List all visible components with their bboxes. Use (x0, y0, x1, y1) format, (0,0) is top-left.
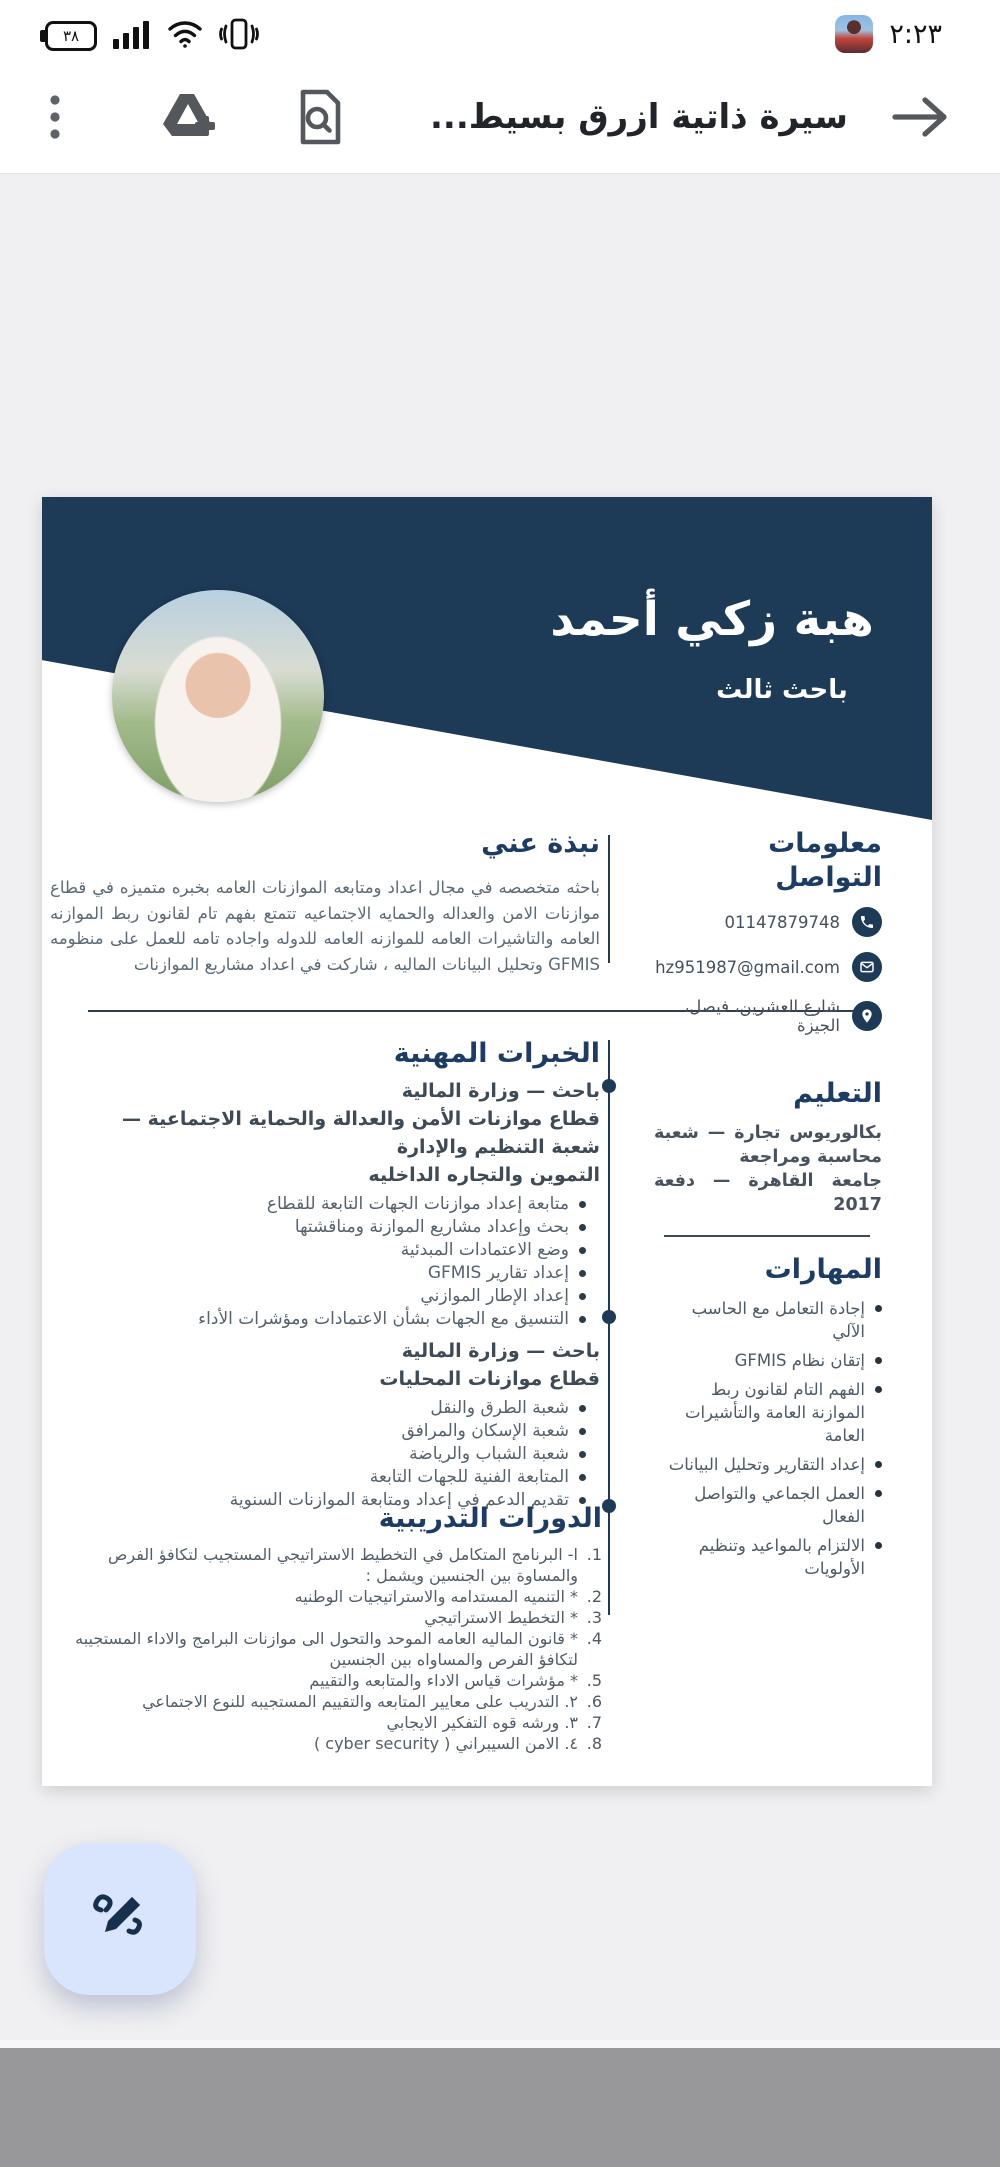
job-line: شعبة التنظيم والإدارة (396, 1136, 600, 1158)
bullet-item: إعداد تقارير GFMIS (50, 1262, 600, 1285)
education-divider (664, 1235, 870, 1237)
bullet-item: متابعة إعداد موازنات الجهات التابعة للقطاع (50, 1193, 600, 1216)
status-icons-cluster (40, 18, 259, 54)
bullet-dot (579, 1316, 586, 1323)
location-icon (852, 1001, 882, 1031)
battery-level: ٣٨ (45, 21, 97, 51)
job-line: باحث — وزارة المالية (401, 1340, 600, 1362)
bullet-item: شعبة الشباب والرياضة (50, 1443, 600, 1466)
course-item: 3. * التخطيط الاستراتيجي (424, 1608, 602, 1627)
profile-photo (112, 590, 324, 802)
bullet-item: التنسيق مع الجهات بشأن الاعتمادات ومؤشرات الأداء (50, 1308, 600, 1331)
email-icon (852, 952, 882, 982)
bullet-dot (875, 1357, 882, 1364)
experience-entry (50, 1077, 600, 1189)
timeline-line (608, 1040, 610, 1615)
overflow-menu-button[interactable] (40, 94, 70, 140)
bullet-item: شعبة الطرق والنقل (50, 1397, 600, 1420)
annotate-fab[interactable] (44, 1843, 196, 1995)
bullet-item: المتابعة الفنية للجهات التابعة (50, 1466, 600, 1489)
find-in-document-button[interactable] (286, 89, 350, 145)
side-column (654, 827, 882, 1580)
signature-pen-icon (83, 1880, 157, 1958)
contact-list (654, 907, 882, 1035)
skill-item: إتقان نظام GFMIS (654, 1349, 882, 1372)
bullet-dot (579, 1224, 586, 1231)
job-line: قطاع موازنات الأمن والعدالة والحماية الاجتماعية — (121, 1108, 600, 1130)
bullet-item: تقديم الدعم في إعداد ومتابعة الموازنات السنوية (50, 1489, 600, 1512)
skill-item: إجادة التعامل مع الحاسب الآلي (654, 1297, 882, 1343)
bullet-dot (579, 1451, 586, 1458)
course-item: 7. ٣. ورشه قوه التفكير الايجابي (386, 1713, 602, 1732)
contact-heading: معلومات التواصل (768, 828, 882, 893)
skill-item: الالتزام بالمواعيد وتنظيم الأولويات (654, 1534, 882, 1580)
courses-list (50, 1544, 602, 1754)
bullet-dot (875, 1305, 882, 1312)
back-arrow-button[interactable] (884, 93, 956, 141)
clock: ٢:٢٣ (889, 18, 942, 50)
experience-section (50, 1037, 600, 1512)
bullet-dot (875, 1490, 882, 1497)
education-section (654, 1077, 882, 1217)
course-item: 1. ا- البرنامج المتكامل في التخطيط الاستراتيجي المستجيب لتكافؤ الفرص والمساوة بين الجنسين ويشمل : (108, 1545, 602, 1585)
contact-address-row (654, 997, 882, 1035)
education-university: جامعة القاهرة — دفعة 2017 (654, 1171, 882, 1215)
job-line: التموين والتجاره الداخليه (368, 1164, 600, 1186)
education-degree: بكالوريوس تجارة — شعبة محاسبة ومراجعة (654, 1123, 882, 1167)
course-item: 2. * التنميه المستدامه والاستراتيجيات الوطنيه (294, 1587, 602, 1606)
skill-item: الفهم التام لقانون ربط الموازنة العامة والتأشيرات العامة (654, 1378, 882, 1447)
system-nav-bar (0, 2048, 1000, 2167)
about-section (50, 827, 600, 977)
vibrate-icon (219, 18, 259, 54)
signal-icon (113, 19, 151, 53)
bullet-dot (579, 1201, 586, 1208)
bullet-dot (579, 1405, 586, 1412)
bullet-dot (875, 1542, 882, 1549)
bullet-item: بحث وإعداد مشاريع الموازنة ومناقشتها (50, 1216, 600, 1239)
phone-icon (852, 907, 882, 937)
add-to-drive-button[interactable] (152, 90, 224, 144)
about-heading: نبذة عني (481, 828, 600, 859)
bullet-dot (579, 1474, 586, 1481)
contact-phone-row (654, 907, 882, 937)
about-text: باحثه متخصصه في مجال اعداد ومتابعه الموازنات العامه بخبره متميزه في قطاع موازنات الامن والعداله والحمايه الاجتماعيه تتمتع بفهم تام لقانون ربط الموازنه العامه والتاشيرات العامه للموازنه العامه للدوله واجاده تامه للعمل على منظومه GFMIS وتحليل البيانات الماليه ، شاركت في اعداد مشاريع الموازنات (50, 878, 600, 974)
column-divider (608, 835, 610, 963)
document-title: سيرة ذاتية ازرق بسيط... (429, 96, 848, 137)
bullet-item: وضع الاعتمادات المبدئية (50, 1239, 600, 1262)
job-line: قطاع موازنات المحليات (379, 1368, 600, 1390)
bullet-dot (579, 1247, 586, 1254)
experience-entry (50, 1337, 600, 1393)
courses-section (50, 1502, 602, 1754)
skills-section (654, 1253, 882, 1580)
bullet-dot (579, 1428, 586, 1435)
timeline-dot (602, 1310, 616, 1324)
timeline-dot (602, 1079, 616, 1093)
bullet-dot (875, 1461, 882, 1468)
address: شارع العشرين، فيصل، الجيزة (683, 997, 840, 1035)
app-toolbar (0, 60, 1000, 174)
course-item: 6. ٢. التدريب على معايير المتابعه والتقييم المستجيبه للنوع الاجتماعي (142, 1692, 602, 1711)
courses-heading: الدورات التدريبية (378, 1503, 602, 1534)
education-heading: التعليم (793, 1078, 882, 1109)
course-item: 8. ٤. الامن السيبراني ( cyber security ) (313, 1734, 602, 1753)
status-right-cluster (835, 14, 942, 54)
pdf-page[interactable] (42, 497, 932, 1786)
phone-number: 01147879748 (724, 912, 840, 932)
skills-list (654, 1297, 882, 1580)
course-item: 4. * قانون الماليه العامه الموحد والتحول الى موازنات البرامج والاداء المستجيبه لتكافؤ الفرص والمساواه بين الجنسين (75, 1629, 602, 1669)
resume-name: هبة زكي أحمد (550, 592, 874, 647)
job-line: باحث — وزارة المالية (401, 1080, 600, 1102)
bullet-dot (579, 1270, 586, 1277)
skill-item: إعداد التقارير وتحليل البيانات (654, 1453, 882, 1476)
experience-bullets (50, 1193, 600, 1331)
skills-heading: المهارات (764, 1254, 882, 1285)
experience-bullets (50, 1397, 600, 1512)
battery-icon (40, 21, 97, 51)
app-avatar (835, 15, 873, 53)
skill-item: العمل الجماعي والتواصل الفعال (654, 1482, 882, 1528)
wifi-icon (167, 19, 203, 53)
contact-email-row (654, 952, 882, 982)
timeline-dot (602, 1499, 616, 1513)
bullet-item: شعبة الإسكان والمرافق (50, 1420, 600, 1443)
status-bar (0, 0, 1000, 60)
bullet-item: إعداد الإطار الموازني (50, 1285, 600, 1308)
email-address: hz951987@gmail.com (655, 957, 840, 977)
resume-job-title: باحث ثالث (716, 675, 848, 705)
course-item: 5. * مؤشرات قياس الاداء والمتابعه والتقييم (309, 1671, 602, 1690)
experience-heading: الخبرات المهنية (393, 1038, 600, 1069)
bullet-dot (875, 1386, 882, 1393)
bullet-dot (579, 1293, 586, 1300)
nav-gap (0, 2040, 1000, 2048)
